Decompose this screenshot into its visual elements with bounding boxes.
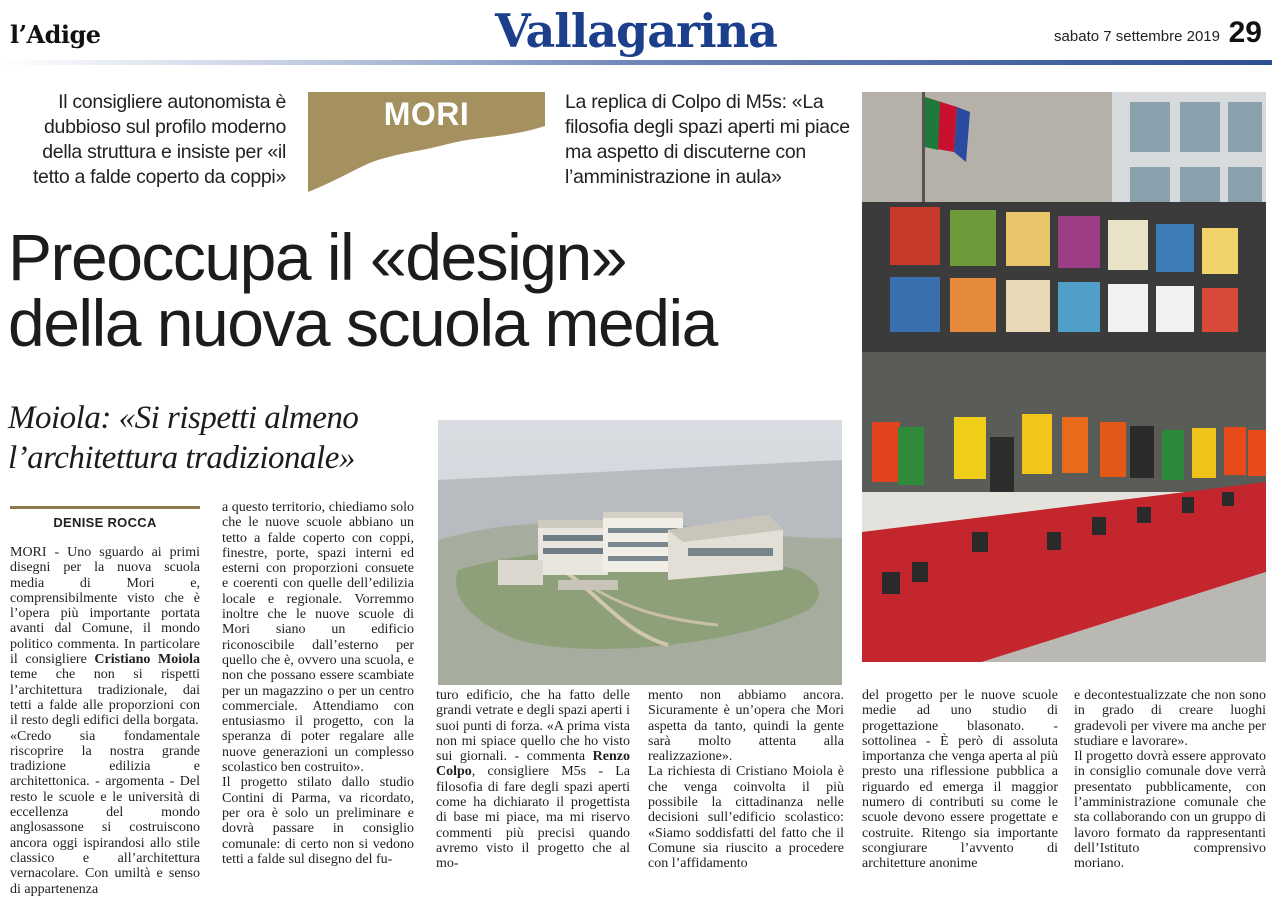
text-run: MORI - Uno sguardo ai primi disegni per la nuova scuola media di Mori e, comprensibilmente visto che è l’opera più importante portata avanti dal Comune, il mondo politico commenta. In particolare il consigliere xyxy=(10,545,200,668)
person-name: Cristiano Moiola xyxy=(94,652,200,668)
paragraph: e decontestualizzate che non sono in grado di creare luoghi gradevoli per vivere ma anche per studiare e lavorare». xyxy=(1074,688,1266,749)
text-run: , consigliere M5s - La filosofia di fare degli spazi aperti come ha dichiarato il progettista di base mi piace, ma mi riservo commenti più precisi quando avremo visto il progetto che al mo- xyxy=(436,764,630,872)
person-name: Renzo Colpo xyxy=(436,749,630,780)
article-column-2 xyxy=(222,500,414,867)
paragraph: mento non abbiamo ancora. Sicuramente è un’opera che Mori aspetta da tanto, quindi la gente sarà molto attenta alla realizzazione». xyxy=(648,688,844,765)
paragraph: a questo territorio, chiediamo solo che le nuove scuole abbiano un tetto a falde coperto con coppi, finestre, porte, spazi interni ed esterni con proporzioni consuete e coerenti con quelle dell’edilizia locale e regionale. Vorremmo inoltre che le nuove scuole di Mori siano un edificio riconoscibile dall’esterno per quello che è, ovvero una scuola, e non che possano essere scambiate per un magazzino o per un centro commerciale. Attendiamo con entusiasmo il progetto, con la speranza di poter regalare alle nuove generazioni un complesso scolastico ben costruito». xyxy=(222,500,414,776)
text-run: teme che non si rispetti l’architettura tradizionale, dai tetti a falde alle proporzioni con il resto degli edifici della borgata. xyxy=(10,667,200,729)
header-rule xyxy=(0,60,1272,65)
subheadline-line-2: l’architettura tradizionale» xyxy=(8,440,355,476)
subheadline-line-1: Moiola: «Si rispetti almeno xyxy=(8,400,359,436)
paragraph: Il progetto stilato dallo studio Contini di Parma, va ricordato, per ora è solo un preliminare e dovrà passare in consiglio comunale: di certo non si vedono tetti a falde sul disegno del fu- xyxy=(222,775,414,867)
paragraph: Il progetto dovrà essere approvato in consiglio comunale dove verrà presentato pubblicamente, con l’amministrazione comunale che sta collaborando con un gruppo di lavoro formato da rappresentanti dell’Istituto comprensivo moriano. xyxy=(1074,749,1266,872)
deck-right: La replica di Colpo di M5s: «La filosofia degli spazi aperti mi piace ma aspetto di discuterne con l’amministrazione in aula» xyxy=(565,91,850,188)
article-column-5 xyxy=(862,688,1058,872)
page-number: 29 xyxy=(1228,16,1262,49)
article-column-4 xyxy=(648,688,844,872)
deck-left: Il consigliere autonomista è dubbioso sul profilo moderno della struttura e insiste per «il tetto a falde coperto da coppi» xyxy=(32,91,286,188)
paragraph: La richiesta di Cristiano Moiola è che venga coinvolta il più possibile la cittadinanza nelle decisioni sull’edificio scolastico: «Siamo soddisfatti del fatto che il Comune sia riuscito a procedere con l’affidamento xyxy=(648,764,844,872)
byline-rule xyxy=(10,506,200,509)
byline: DENISE ROCCA xyxy=(53,515,157,530)
paragraph: «Credo sia fondamentale riscoprire la nostra grande tradizione edilizia e architettonica. - argomenta - Del resto le scuole e le università di eccellenza del mondo anglosassone si costruiscono ancora oggi ispirandosi allo stile classico e all’architettura vernacolare. Con umiltà e senso di appartenenza xyxy=(10,728,200,897)
text-run: turo edificio, che ha fatto delle grandi vetrate e degli spazi aperti i suoi punti di forza. «A prima vista non mi spiace quello che ho visto sui giornali. - commenta xyxy=(436,688,630,765)
masthead-logo: l’Adige xyxy=(10,20,101,49)
school-entrance-photo xyxy=(862,92,1266,662)
subheadline xyxy=(8,398,438,478)
location-label: MORI xyxy=(383,96,470,132)
paragraph: del progetto per le nuove scuole medie ad uno studio di progettazione blasonato. - sottolinea - È però di assoluta importanza che venga aperta al più presto una riflessione pubblica a riguardo ed emerga il maggior numero di contributi su come le scuole devono essere progettate e costruite. Ritengo sia importante scongiurare l’avvento di architetture anonime xyxy=(862,688,1058,872)
section-title: Vallagarina xyxy=(495,4,777,58)
paragraph xyxy=(436,688,630,872)
article-column-3 xyxy=(436,688,630,872)
headline xyxy=(8,220,858,360)
headline-line-2: della nuova scuola media xyxy=(8,286,717,360)
article-column-1 xyxy=(10,545,200,897)
school-rendering-photo xyxy=(438,420,842,685)
article-column-6 xyxy=(1074,688,1266,872)
headline-line-1: Preoccupa il «design» xyxy=(8,220,626,294)
issue-date: sabato 7 settembre 2019 xyxy=(1054,28,1220,45)
paragraph xyxy=(10,545,200,729)
